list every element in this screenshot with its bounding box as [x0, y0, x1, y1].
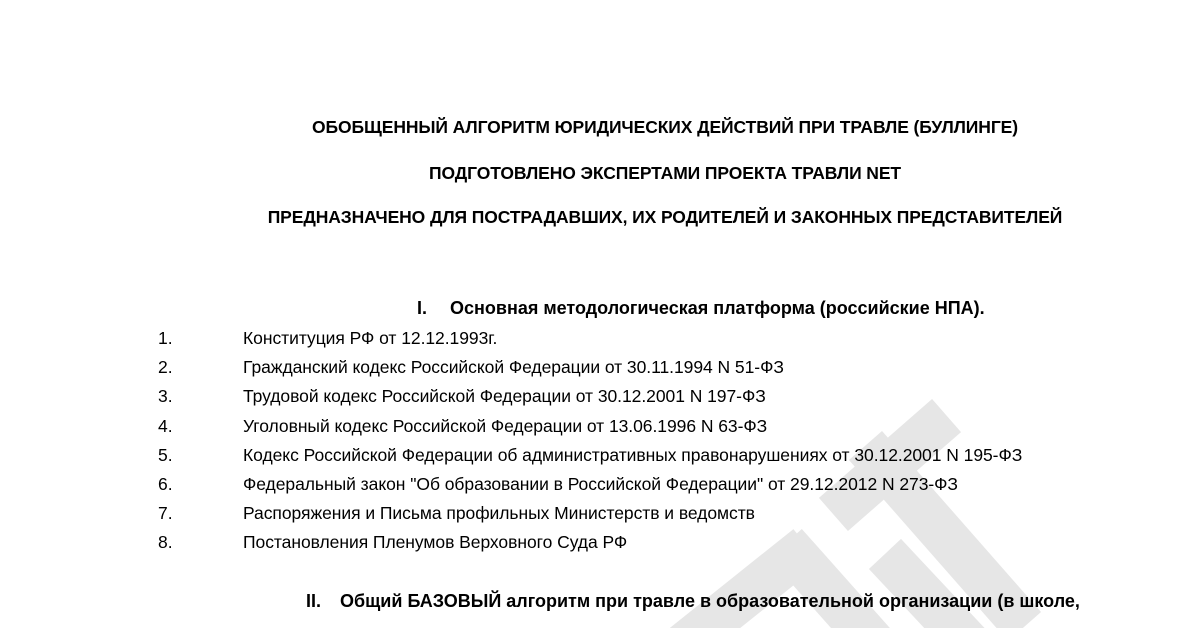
section-2-number: II.: [306, 591, 322, 611]
list-item-text: Уголовный кодекс Российской Федерации от 13.06.1996 N 63-ФЗ: [243, 415, 768, 436]
document-audience-line: ПРЕДНАЗНАЧЕНО ДЛЯ ПОСТРАДАВШИХ, ИХ РОДИТЕЛЕЙ И ЗАКОННЫХ ПРЕДСТАВИТЕЛЕЙ: [267, 207, 1063, 227]
list-item-number: 7.: [158, 503, 173, 524]
section-1-heading: [417, 298, 985, 319]
list-item-number: 3.: [158, 386, 173, 407]
list-item-number: 6.: [158, 473, 173, 494]
list-item-text: Гражданский кодекс Российской Федерации от 30.11.1994 N 51-ФЗ: [243, 357, 784, 378]
list-item-number: 8.: [158, 532, 173, 553]
section-1-number: I.: [417, 298, 428, 318]
list-item-text: Конституция РФ от 12.12.1993г.: [243, 328, 498, 348]
list-item-text: Федеральный закон "Об образовании в Российской Федерации" от 29.12.2012 N 273-ФЗ: [243, 473, 958, 494]
list-item-text: Трудовой кодекс Российской Федерации от 30.12.2001 N 197-ФЗ: [243, 386, 766, 407]
list-item-number: 5.: [158, 444, 173, 465]
section-1-title: Основная методологическая платформа (российские НПА).: [450, 298, 985, 318]
document-title: ОБОБЩЕННЫЙ АЛГОРИТМ ЮРИДИЧЕСКИХ ДЕЙСТВИЙ ПРИ ТРАВЛЕ (БУЛЛИНГЕ): [312, 117, 1018, 137]
section-2-title: Общий БАЗОВЫЙ алгоритм при травле в образовательной организации (в школе,: [340, 591, 1080, 611]
list-item-number: 2.: [158, 357, 173, 378]
list-item-number: 1.: [158, 328, 173, 348]
section-2-heading: [306, 591, 1080, 612]
list-item-text: Распоряжения и Письма профильных Министерств и ведомств: [243, 503, 755, 524]
document-author-line: ПОДГОТОВЛЕНО ЭКСПЕРТАМИ ПРОЕКТА ТРАВЛИ NET: [428, 163, 902, 183]
list-item-text: Кодекс Российской Федерации об административных правонарушениях от 30.12.2001 N 195-ФЗ: [243, 444, 1023, 465]
list-item-number: 4.: [158, 415, 173, 436]
list-item-text: Постановления Пленумов Верховного Суда РФ: [243, 532, 628, 553]
